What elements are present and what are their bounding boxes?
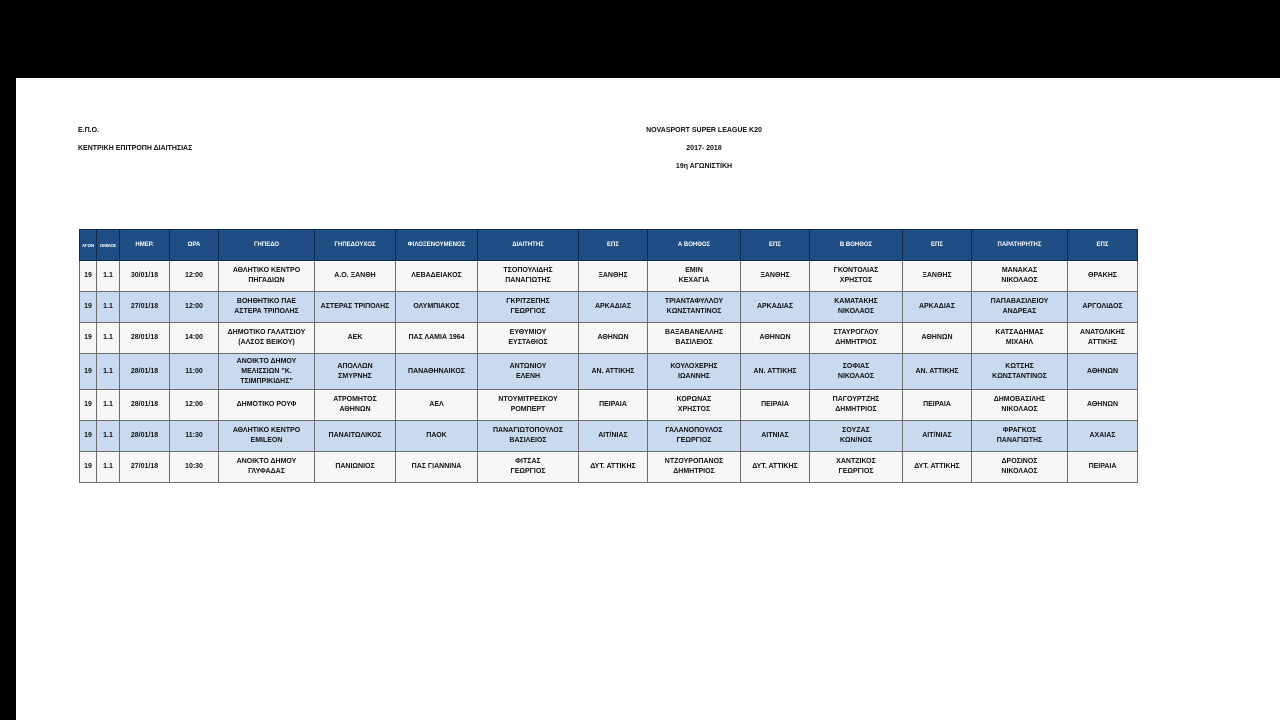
cell-time: 12:00 <box>170 292 219 323</box>
cell-assistant-b: ΓΚΟΝΤΟΛΙΑΣ ΧΡΗΣΤΟΣ <box>810 261 903 292</box>
column-header-game-number: ΑΓΩΝ <box>80 230 97 261</box>
cell-observer: ΚΩΤΣΗΣ ΚΩΝΣΤΑΝΤΙΝΟΣ <box>972 354 1068 390</box>
cell-assistant-b-association: ΑΙΤ/ΝΙΑΣ <box>903 421 972 452</box>
column-header-assistant-a: Α ΒΟΗΘΟΣ <box>648 230 741 261</box>
cell-referee: ΤΣΟΠΟΥΛΙΔΗΣ ΠΑΝΑΓΙΩΤΗΣ <box>478 261 579 292</box>
cell-group: 1.1 <box>97 452 120 483</box>
cell-assistant-b: ΣΟΥΖΑΣ ΚΩΝ/ΝΟΣ <box>810 421 903 452</box>
cell-assistant-b: ΠΑΓΟΥΡΤΖΗΣ ΔΗΜΗΤΡΙΟΣ <box>810 390 903 421</box>
cell-time: 12:00 <box>170 390 219 421</box>
cell-stadium: ΑΘΛΗΤΙΚΟ ΚΕΝΤΡΟ EMILEON <box>219 421 315 452</box>
cell-referee-association: ΔΥΤ. ΑΤΤΙΚΗΣ <box>579 452 648 483</box>
cell-assistant-a: ΚΟΥΛΟΧΕΡΗΣ ΙΩΑΝΝΗΣ <box>648 354 741 390</box>
table-row <box>80 452 1138 483</box>
referee-schedule-table <box>79 229 1138 483</box>
cell-game-number: 19 <box>80 261 97 292</box>
cell-game-number: 19 <box>80 421 97 452</box>
cell-stadium: ΑΘΛΗΤΙΚΟ ΚΕΝΤΡΟ ΠΗΓΑΔΙΩΝ <box>219 261 315 292</box>
cell-observer: ΚΑΤΣΑΔΗΜΑΣ ΜΙΧΑΗΛ <box>972 323 1068 354</box>
cell-referee: ΑΝΤΩΝΙΟΥ ΕΛΕΝΗ <box>478 354 579 390</box>
cell-away-team: ΠΑΟΚ <box>396 421 478 452</box>
cell-referee: ΓΚΡΙΤΖΕΠΗΣ ΓΕΩΡΓΙΟΣ <box>478 292 579 323</box>
cell-assistant-b-association: ΑΡΚΑΔΙΑΣ <box>903 292 972 323</box>
cell-away-team: ΛΕΒΑΔΕΙΑΚΟΣ <box>396 261 478 292</box>
committee-name: ΚΕΝΤΡΙΚΗ ΕΠΙΤΡΟΠΗ ΔΙΑΙΤΗΣΙΑΣ <box>78 145 193 152</box>
cell-assistant-a: ΝΤΖΟΥΡΟΠΑΝΟΣ ΔΗΜΗΤΡΙΟΣ <box>648 452 741 483</box>
cell-time: 12:00 <box>170 261 219 292</box>
cell-group: 1.1 <box>97 323 120 354</box>
cell-observer-association: ΘΡΑΚΗΣ <box>1068 261 1138 292</box>
cell-assistant-b: ΚΑΜΑΤΑΚΗΣ ΝΙΚΟΛΑΟΣ <box>810 292 903 323</box>
cell-referee: ΠΑΝΑΓΙΩΤΟΠΟΥΛΟΣ ΒΑΣΙΛΕΙΟΣ <box>478 421 579 452</box>
column-header-referee-association: ΕΠΣ <box>579 230 648 261</box>
cell-assistant-a-association: ΞΑΝΘΗΣ <box>741 261 810 292</box>
cell-observer-association: ΠΕΙΡΑΙΑ <box>1068 452 1138 483</box>
cell-observer-association: ΑΡΓΟΛΙΔΟΣ <box>1068 292 1138 323</box>
cell-assistant-a: ΚΟΡΩΝΑΣ ΧΡΗΣΤΟΣ <box>648 390 741 421</box>
column-header-date: ΗΜΕΡ. <box>120 230 170 261</box>
cell-assistant-b: ΣΤΑΥΡΟΓΛΟΥ ΔΗΜΗΤΡΙΟΣ <box>810 323 903 354</box>
cell-observer: ΜΑΝΑΚΑΣ ΝΙΚΟΛΑΟΣ <box>972 261 1068 292</box>
cell-stadium: ΑΝΟΙΚΤΟ ΔΗΜΟΥ ΓΛΥΦΑΔΑΣ <box>219 452 315 483</box>
cell-group: 1.1 <box>97 421 120 452</box>
cell-home-team: ΑΣΤΕΡΑΣ ΤΡΙΠΟΛΗΣ <box>315 292 396 323</box>
cell-assistant-b-association: ΠΕΙΡΑΙΑ <box>903 390 972 421</box>
cell-home-team: ΑΕΚ <box>315 323 396 354</box>
column-header-away-team: ΦΙΛΟΞΕΝΟΥΜΕΝΟΣ <box>396 230 478 261</box>
cell-group: 1.1 <box>97 390 120 421</box>
table-row <box>80 354 1138 390</box>
cell-assistant-a: ΒΑΞΑΒΑΝΕΛΛΗΣ ΒΑΣΙΛΕΙΟΣ <box>648 323 741 354</box>
cell-observer: ΔΗΜΟΒΑΣΙΛΗΣ ΝΙΚΟΛΑΟΣ <box>972 390 1068 421</box>
cell-assistant-b: ΣΟΦΙΑΣ ΝΙΚΟΛΑΟΣ <box>810 354 903 390</box>
cell-referee: ΦΙΤΣΑΣ ΓΕΩΡΓΙΟΣ <box>478 452 579 483</box>
cell-referee-association: ΑΡΚΑΔΙΑΣ <box>579 292 648 323</box>
cell-time: 11:30 <box>170 421 219 452</box>
cell-assistant-a-association: ΠΕΙΡΑΙΑ <box>741 390 810 421</box>
cell-observer: ΠΑΠΑΒΑΣΙΛΕΙΟΥ ΑΝΔΡΕΑΣ <box>972 292 1068 323</box>
cell-date: 28/01/18 <box>120 354 170 390</box>
cell-date: 28/01/18 <box>120 421 170 452</box>
cell-time: 14:00 <box>170 323 219 354</box>
cell-game-number: 19 <box>80 452 97 483</box>
column-header-stadium: ΓΗΠΕΔΟ <box>219 230 315 261</box>
cell-assistant-b: ΧΑΝΤΖΙΚΟΣ ΓΕΩΡΓΙΟΣ <box>810 452 903 483</box>
column-header-observer: ΠΑΡΑΤΗΡΗΤΗΣ <box>972 230 1068 261</box>
cell-assistant-b-association: ΞΑΝΘΗΣ <box>903 261 972 292</box>
cell-referee: ΝΤΟΥΜΙΤΡΕΣΚΟΥ ΡΟΜΠΕΡΤ <box>478 390 579 421</box>
cell-assistant-a: ΕΜΙΝ ΚΕΧΑΓΙΑ <box>648 261 741 292</box>
cell-observer-association: ΑΘΗΝΩΝ <box>1068 354 1138 390</box>
cell-observer-association: ΑΝΑΤΟΛΙΚΗΣ ΑΤΤΙΚΗΣ <box>1068 323 1138 354</box>
cell-group: 1.1 <box>97 354 120 390</box>
cell-assistant-b-association: ΑΘΗΝΩΝ <box>903 323 972 354</box>
cell-observer: ΦΡΑΓΚΟΣ ΠΑΝΑΓΙΩΤΗΣ <box>972 421 1068 452</box>
cell-group: 1.1 <box>97 292 120 323</box>
cell-assistant-a-association: ΑΘΗΝΩΝ <box>741 323 810 354</box>
cell-assistant-a-association: ΑΙΤΝΙΑΣ <box>741 421 810 452</box>
cell-away-team: ΟΛΥΜΠΙΑΚΟΣ <box>396 292 478 323</box>
cell-assistant-a-association: ΑΡΚΑΔΙΑΣ <box>741 292 810 323</box>
cell-stadium: ΒΟΗΘΗΤΙΚΟ ΠΑΕ ΑΣΤΕΡΑ ΤΡΙΠΟΛΗΣ <box>219 292 315 323</box>
cell-away-team: ΑΕΛ <box>396 390 478 421</box>
cell-home-team: ΠΑΝΙΩΝΙΟΣ <box>315 452 396 483</box>
column-header-observer-association: ΕΠΣ <box>1068 230 1138 261</box>
cell-referee-association: ΑΘΗΝΩΝ <box>579 323 648 354</box>
cell-game-number: 19 <box>80 323 97 354</box>
table-row <box>80 292 1138 323</box>
cell-game-number: 19 <box>80 292 97 323</box>
cell-assistant-b-association: ΑΝ. ΑΤΤΙΚΗΣ <box>903 354 972 390</box>
season-label: 2017- 2018 <box>686 145 722 152</box>
cell-time: 11:00 <box>170 354 219 390</box>
cell-date: 27/01/18 <box>120 292 170 323</box>
cell-assistant-a-association: ΔΥΤ. ΑΤΤΙΚΗΣ <box>741 452 810 483</box>
cell-stadium: ΔΗΜΟΤΙΚΟ ΡΟΥΦ <box>219 390 315 421</box>
cell-away-team: ΠΑΝΑΘΗΝΑΙΚΟΣ <box>396 354 478 390</box>
cell-stadium: ΑΝΟΙΚΤΟ ΔΗΜΟΥ ΜΕΛΙΣΣΙΩΝ "Κ. ΤΣΙΜΠΡΙΚΙΔΗΣ" <box>219 354 315 390</box>
cell-group: 1.1 <box>97 261 120 292</box>
cell-game-number: 19 <box>80 390 97 421</box>
cell-referee: ΕΥΘΥΜΙΟΥ ΕΥΣΤΑΘΙΟΣ <box>478 323 579 354</box>
document-page <box>16 78 1280 720</box>
table-header-row <box>80 230 1138 261</box>
cell-referee-association: ΠΕΙΡΑΙΑ <box>579 390 648 421</box>
cell-observer-association: ΑΘΗΝΩΝ <box>1068 390 1138 421</box>
cell-referee-association: ΑΙΤ/ΝΙΑΣ <box>579 421 648 452</box>
cell-observer-association: ΑΧΑΙΑΣ <box>1068 421 1138 452</box>
cell-time: 10:30 <box>170 452 219 483</box>
table-row <box>80 421 1138 452</box>
cell-assistant-a: ΓΑΛΑΝΟΠΟΥΛΟΣ ΓΕΩΡΓΙΟΣ <box>648 421 741 452</box>
cell-referee-association: ΞΑΝΘΗΣ <box>579 261 648 292</box>
column-header-home-team: ΓΗΠΕΔΟΥΧΟΣ <box>315 230 396 261</box>
table-row <box>80 323 1138 354</box>
cell-date: 27/01/18 <box>120 452 170 483</box>
cell-away-team: ΠΑΣ ΛΑΜΙΑ 1964 <box>396 323 478 354</box>
column-header-assistant-b: Β ΒΟΗΘΟΣ <box>810 230 903 261</box>
cell-home-team: Α.Ο. ΞΑΝΘΗ <box>315 261 396 292</box>
table-row <box>80 261 1138 292</box>
cell-observer: ΔΡΟΣΙΝΟΣ ΝΙΚΟΛΑΟΣ <box>972 452 1068 483</box>
cell-date: 28/01/18 <box>120 323 170 354</box>
org-name: Ε.Π.Ο. <box>78 127 100 134</box>
cell-home-team: ΑΤΡΟΜΗΤΟΣ ΑΘΗΝΩΝ <box>315 390 396 421</box>
column-header-group: ΟΜΙΛΟΣ <box>97 230 120 261</box>
column-header-assistant-a-association: ΕΠΣ <box>741 230 810 261</box>
cell-stadium: ΔΗΜΟΤΙΚΟ ΓΑΛΑΤΣΙΟΥ (ΑΛΣΟΣ ΒΕΙΚΟΥ) <box>219 323 315 354</box>
column-header-time: ΩΡΑ <box>170 230 219 261</box>
cell-referee-association: ΑΝ. ΑΤΤΙΚΗΣ <box>579 354 648 390</box>
cell-date: 28/01/18 <box>120 390 170 421</box>
cell-game-number: 19 <box>80 354 97 390</box>
cell-assistant-b-association: ΔΥΤ. ΑΤΤΙΚΗΣ <box>903 452 972 483</box>
cell-assistant-a-association: ΑΝ. ΑΤΤΙΚΗΣ <box>741 354 810 390</box>
round-label: 19η ΑΓΩΝΙΣΤΙΚΗ <box>675 163 733 170</box>
column-header-referee: ΔΙΑΙΤΗΤΗΣ <box>478 230 579 261</box>
cell-away-team: ΠΑΣ ΓΙΑΝΝΙΝΑ <box>396 452 478 483</box>
league-title: NOVASPORT SUPER LEAGUE K20 <box>646 127 762 134</box>
column-header-assistant-b-association: ΕΠΣ <box>903 230 972 261</box>
cell-home-team: ΑΠΟΛΛΩΝ ΣΜΥΡΝΗΣ <box>315 354 396 390</box>
cell-assistant-a: ΤΡΙΑΝΤΑΦΥΛΛΟΥ ΚΩΝΣΤΑΝΤΙΝΟΣ <box>648 292 741 323</box>
table-row <box>80 390 1138 421</box>
cell-home-team: ΠΑΝΑΙΤΩΛΙΚΟΣ <box>315 421 396 452</box>
cell-date: 30/01/18 <box>120 261 170 292</box>
